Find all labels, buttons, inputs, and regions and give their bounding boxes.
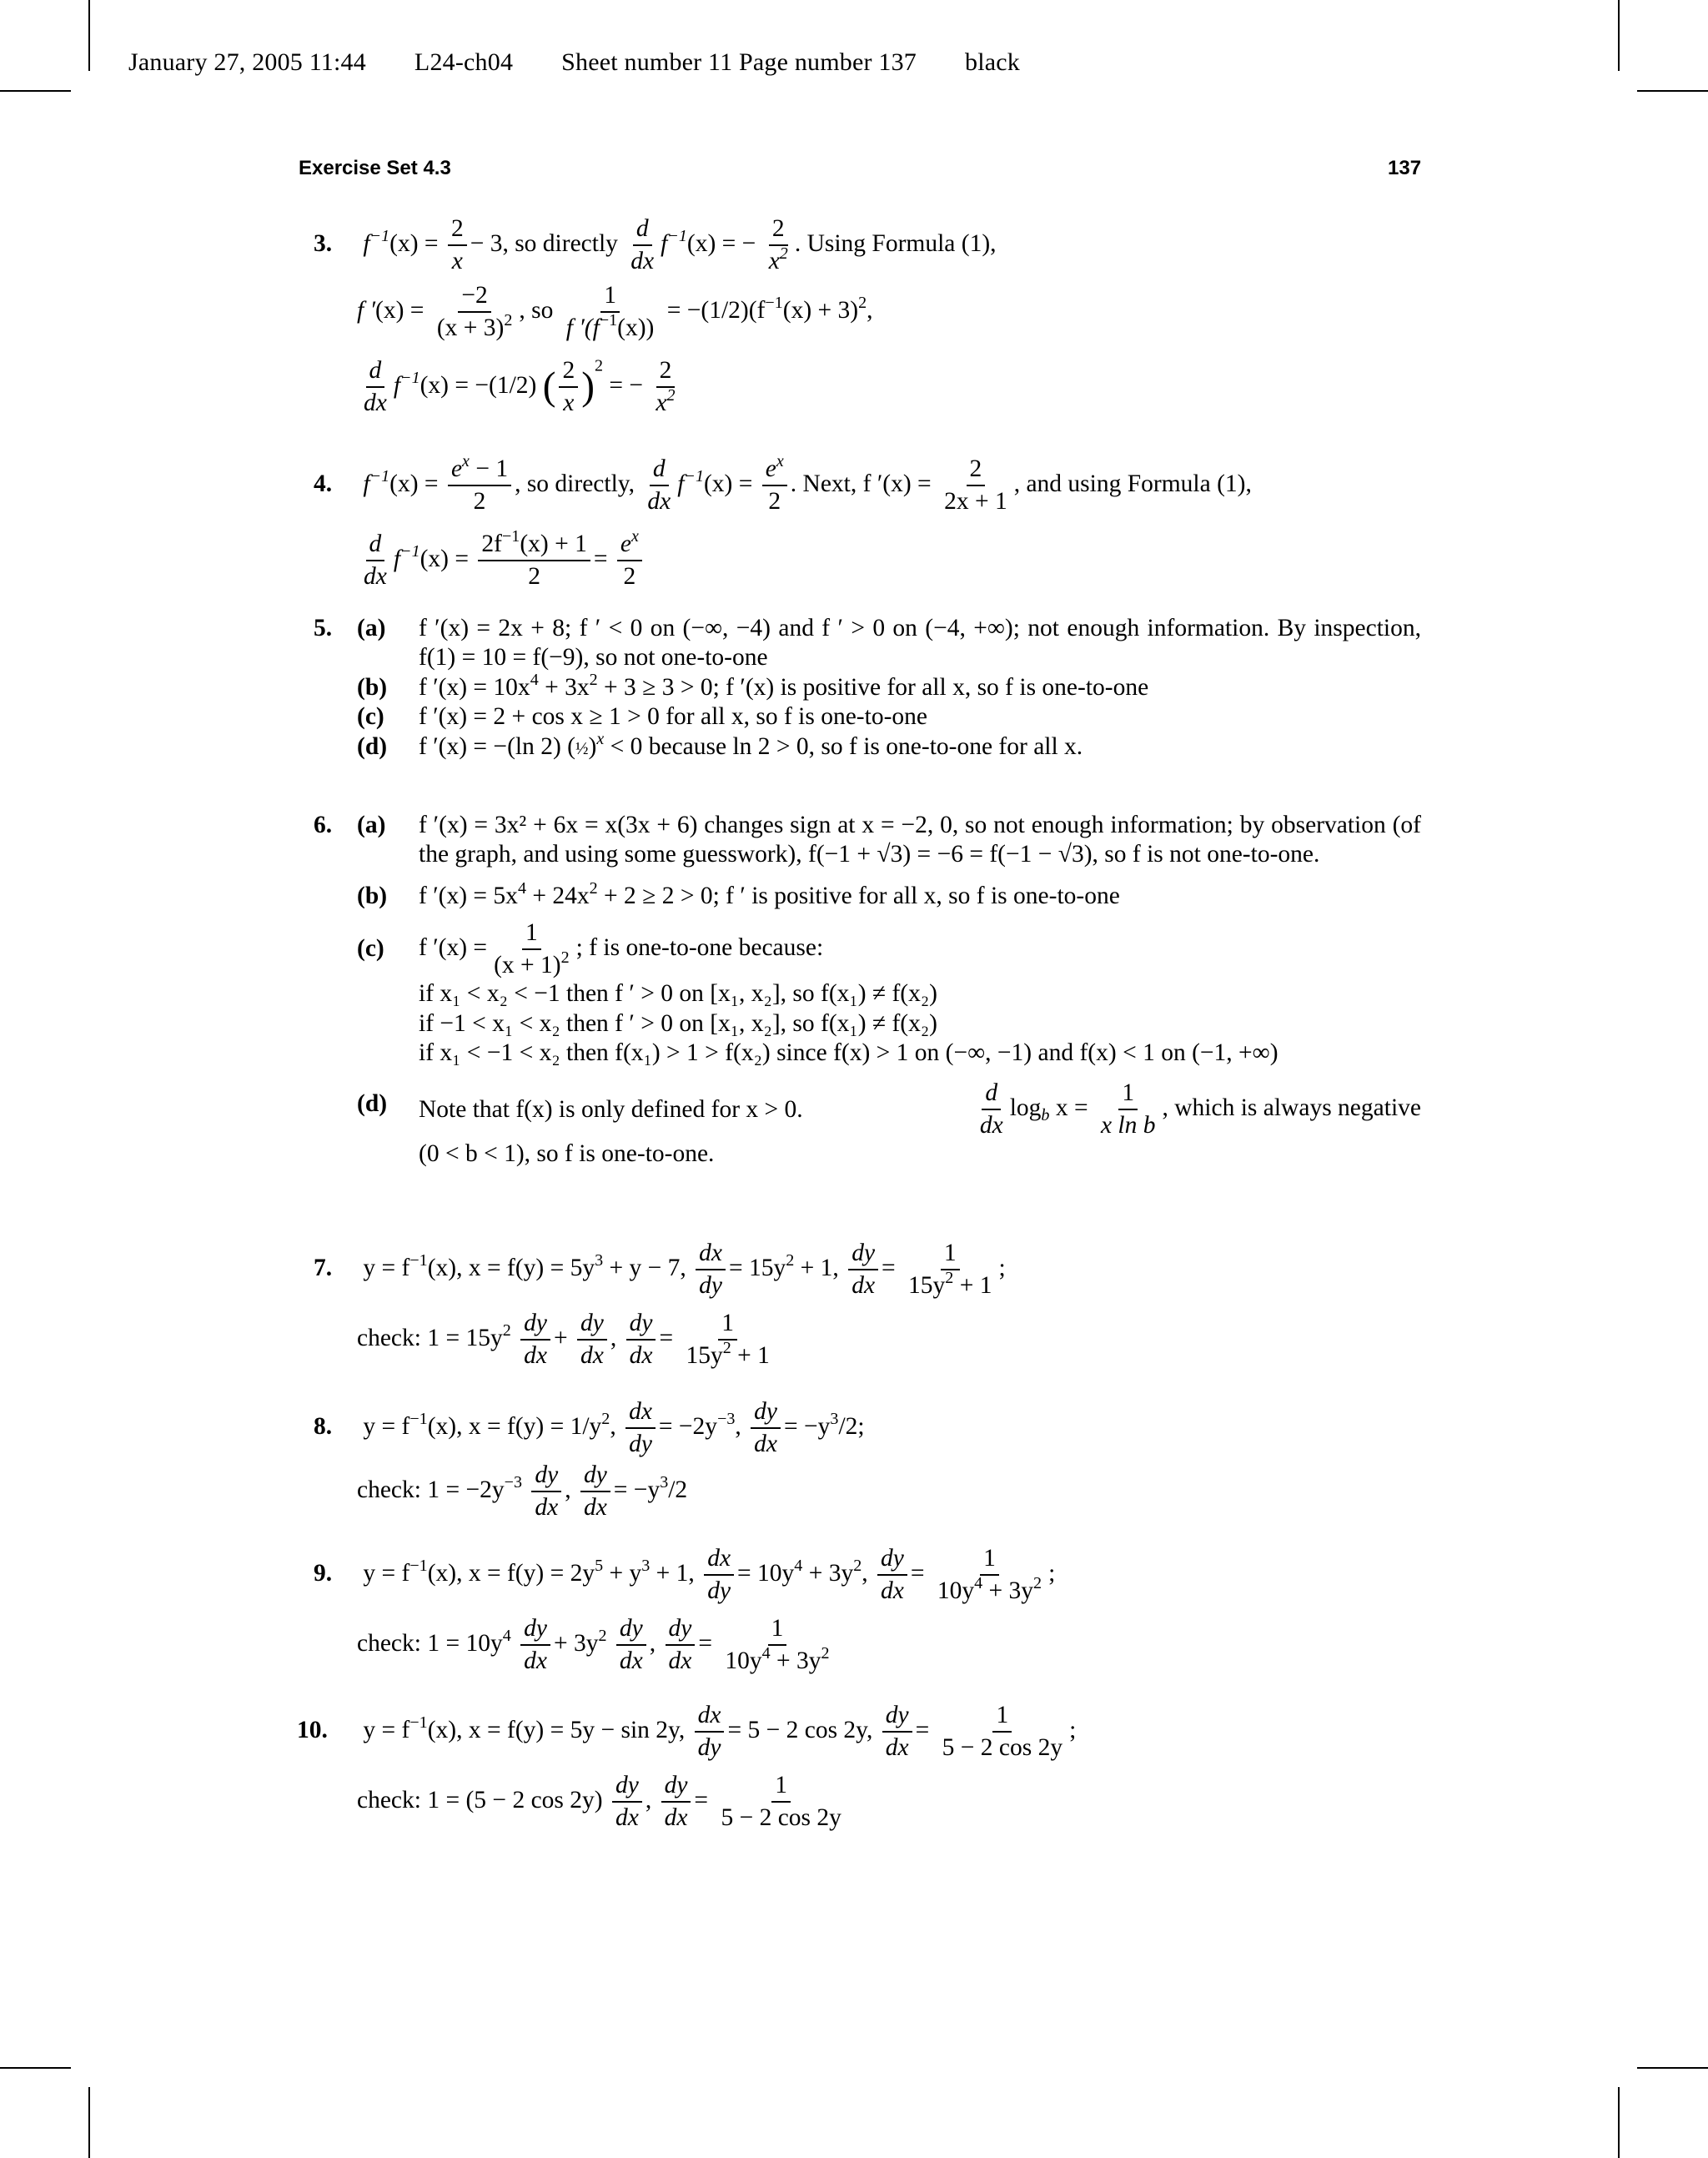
problem-4-number: 4.: [314, 470, 333, 497]
page-number: 137: [1388, 157, 1422, 179]
fraction: $\frac{1}{f '(f^{-1}(x))}$: [565, 282, 655, 342]
problem-8-number: 8.: [314, 1412, 333, 1440]
problem-5b-text: f $'(x) = 10x^4 + 3x^2 + 3 \ge 3 > 0$; f ′(x) is positive for all x, so f is one-to-one: [419, 670, 1149, 701]
fraction: $\frac{dy}{dx}$: [666, 1615, 696, 1675]
section-title: Exercise Set 4.3: [299, 157, 451, 179]
fraction: $\frac{dy}{dx}$: [877, 1545, 907, 1605]
problem-6d-second-line: (0 < b < 1), so f is one-to-one.: [419, 1140, 715, 1168]
fraction: $\frac{1}{(x + 1)^2}$: [494, 919, 570, 979]
crop-mark-tl-v: [88, 0, 90, 71]
fraction: $\frac{d}{dx}$: [364, 357, 387, 417]
fraction: $\frac{dx}{dy}$: [704, 1545, 734, 1605]
fraction: $\frac{dy}{dx}$: [577, 1310, 607, 1370]
fraction: $\frac{e^x}{2}$: [617, 531, 642, 591]
problem-6c-first-line: f ′(x) = $\frac{1}{(x + 1)^2}$ ; f is one-to-one because:: [419, 919, 824, 979]
fraction: $\frac{dy}{dx}$: [520, 1615, 550, 1675]
problem-6c-case-3: if x₁ < −1 < x₂ then f(x₁) > 1 > f(x₂) since f(x) > 1 on (−∞, −1) and f(x) < 1 on (−1, +∞): [419, 1039, 1278, 1067]
problem-5-number: 5.: [314, 615, 333, 641]
fraction: $\frac{1}{5 - 2 \cos 2y}$: [942, 1702, 1063, 1762]
problem-3-line-2: f ′(x) = $\frac{-2}{(x + 3)^2}$ , so $\frac{1}{f '(f^{-1}(x))}$ = $-(1/2)(f^{-1}(x) + 3)^2$,: [357, 282, 873, 342]
fraction: $\frac{1}{15y^2 + 1}$: [908, 1240, 992, 1300]
crop-mark-br-v: [1618, 2087, 1620, 2158]
problem-10-check: check: 1 = (5 − 2 cos 2y) $\frac{dy}{dx}$ , $\frac{dy}{dx}$ = $\frac{1}{5 - 2 \cos 2y}$: [357, 1772, 848, 1832]
fraction: $\frac{dx}{dy}$: [696, 1240, 726, 1300]
fraction: $\frac{e^x - 1}{2}$: [448, 455, 511, 516]
print-sheet: Sheet number 11 Page number 137: [561, 48, 917, 76]
problem-3-line-1: 3. $f^{-1}(x)$ = $\frac{2}{x}$ − 3, so directly $\frac{d}{dx}$ $f^{-1}(x)$ = − $\frac{2}{x^2}$ . Using Formula (1),: [314, 215, 997, 275]
problem-5: 5. (a) f ′(x) = 2x + 8; f ′ < 0 on (−∞, −4) and f ′ > 0 on (−4, +∞); not enough information. By inspection, f(1) = 10 = f(−9), so not one-to-one (b) f $'(x) = 10x^4 + 3x^2 + 3 \ge 3 > 0$; f ′(x) is positive for all x, so f is one-to-one (c) f ′(x) = 2 + cos x ≥ 1 > 0 for all x, so f is one-to-one (d) f ′(x) = −(ln 2) (½)$^x$ < 0 because ln 2 > 0, so f is one-to-one for all x.: [314, 614, 1421, 762]
problem-6b-text: f $'(x) = 5x^4 + 24x^2 + 2 \ge 2 > 0$; f ′ is positive for all x, so f is one-to-one: [419, 878, 1120, 909]
fraction: $\frac{2}{x^2}$: [656, 357, 676, 417]
problem-8-check: check: $1 = -2y^{-3}$ $\frac{dy}{dx}$ , $\frac{dy}{dx}$ = $-y^3/2$: [357, 1461, 688, 1522]
problem-9-number: 9.: [314, 1559, 333, 1587]
problem-6-number: 6.: [314, 812, 333, 838]
problem-9-line-1: 9. $y = f^{-1}(x)$, $x = f(y) = 2y^5 + y^3 + 1$, $\frac{dx}{dy}$ = $10y^4 + 3y^2$, $\frac{dy}{dx}$ = $\frac{1}{10y^4 + 3y^2}$ ;: [314, 1545, 1056, 1605]
problem-9-check: check: $1 = 10y^4$ $\frac{dy}{dx}$ + $3y^2$ $\frac{dy}{dx}$ , $\frac{dy}{dx}$ = $\frac{1}{10y^4 + 3y^2}$: [357, 1615, 836, 1675]
problem-8-line-1: 8. $y = f^{-1}(x)$, $x = f(y) = 1/y^2$, $\frac{dx}{dy}$ = $-2y^{-3}$, $\frac{dy}{dx}$ = $-y^3/2$;: [314, 1398, 865, 1458]
fraction: $\frac{dy}{dx}$: [531, 1461, 561, 1522]
fraction: $\frac{2}{x}$: [448, 215, 467, 275]
problem-3-line-3: $\frac{d}{dx}$ $f^{-1}(x) = -(1/2)$ ( $\frac{2}{x}$ )$^2$ = − $\frac{2}{x^2}$: [357, 357, 682, 417]
problem-6d-first-line: Note that f(x) is only defined for x > 0. $\frac{d}{dx}$ $\log_b x$ = $\frac{1}{\text{x ln b}}$ , which is always negative: [419, 1079, 1421, 1139]
fraction: $\frac{dx}{dy}$: [625, 1398, 656, 1458]
problem-10-line-1: 10. $y = f^{-1}(x)$, x = f(y) = 5y − sin 2y, $\frac{dx}{dy}$ = 5 − 2 cos 2y, $\frac{dy}{dx}$ = $\frac{1}{5 - 2 \cos 2y}$ ;: [297, 1702, 1077, 1762]
fraction: $\frac{dy}{dx}$: [882, 1702, 912, 1762]
problem-10-number: 10.: [297, 1716, 328, 1743]
fraction: $\frac{1}{15y^2 + 1}$: [686, 1310, 770, 1370]
fraction: $\frac{1}{10y^4 + 3y^2}$: [937, 1545, 1042, 1605]
fraction: $\frac{dy}{dx}$: [848, 1240, 878, 1300]
problem-5c-text: f ′(x) = 2 + cos x ≥ 1 > 0 for all x, so f is one-to-one: [419, 703, 927, 731]
fraction: $\frac{1}{\text{x ln b}}$: [1100, 1079, 1156, 1139]
fraction: $\frac{-2}{(x + 3)^2}$: [436, 282, 513, 342]
fraction: $\frac{dy}{dx}$: [616, 1615, 646, 1675]
problem-4-line-1: 4. $f^{-1}(x)$ = $\frac{e^x - 1}{2}$ , so directly, $\frac{d}{dx}$ $f^{-1}(x)$ = $\frac{e^x}{2}$ . Next, f ′(x) = $\frac{2}{2x + 1}$ , and using Formula (1),: [314, 451, 1252, 516]
fraction: $\frac{dy}{dx}$: [580, 1461, 610, 1522]
fraction: $\frac{2}{2x + 1}$: [944, 455, 1007, 516]
fraction: $\frac{1}{10y^4 + 3y^2}$: [725, 1615, 830, 1675]
fraction: $\frac{dx}{dy}$: [695, 1702, 725, 1762]
problem-7-number: 7.: [314, 1254, 333, 1281]
fraction: $\frac{e^x}{2}$: [762, 455, 787, 516]
problem-4-line-2: $\frac{d}{dx}$ $f^{-1}(x)$ = $\frac{2f^{-1}(x) + 1}{2}$ = $\frac{e^x}{2}$: [357, 531, 646, 591]
fraction: $\frac{dy}{dx}$: [626, 1310, 656, 1370]
print-header: [128, 48, 1068, 77]
problem-7-check: check: $1 = 15y^2$ $\frac{dy}{dx}$ + $\frac{dy}{dx}$ , $\frac{dy}{dx}$ = $\frac{1}{15y^2 + 1}$: [357, 1310, 776, 1370]
problem-5d-text: f ′(x) = −(ln 2) (½)$^x$ < 0 because ln 2 > 0, so f is one-to-one for all x.: [419, 729, 1083, 760]
fraction: $\frac{d}{dx}$: [364, 531, 387, 591]
crop-mark-tr-h: [1637, 90, 1708, 92]
fraction: $\frac{2}{x^2}$: [768, 215, 788, 275]
crop-mark-br-h: [1637, 2067, 1708, 2069]
fraction: $\frac{dy}{dx}$: [520, 1310, 550, 1370]
fraction: $\frac{2f^{-1}(x) + 1}{2}$: [478, 531, 590, 591]
crop-mark-bl-h: [0, 2067, 71, 2069]
fraction: $\frac{dy}{dx}$: [612, 1772, 642, 1832]
problem-3-number: 3.: [314, 229, 333, 257]
crop-mark-tl-h: [0, 90, 71, 92]
fraction: $\frac{2}{x}$: [559, 357, 578, 417]
fraction: $\frac{d}{dx}$: [630, 215, 655, 275]
print-color: black: [965, 48, 1020, 76]
crop-mark-tr-v: [1618, 0, 1620, 71]
problem-5a-text: f ′(x) = 2x + 8; f ′ < 0 on (−∞, −4) and f ′ > 0 on (−4, +∞); not enough information. By inspection, f(1) = 10 = f(−9), so not one-to-one: [419, 615, 1421, 672]
problem-7-line-1: 7. $y = f^{-1}(x)$, $x = f(y) = 5y^3 + y - 7$, $\frac{dx}{dy}$ = $15y^2 + 1$, $\frac{dy}{dx}$ = $\frac{1}{15y^2 + 1}$ ;: [314, 1240, 1006, 1300]
problem-6: 6. (a) f ′(x) = 3x² + 6x = x(3x + 6) changes sign at x = −2, 0, so not enough information; by observation (of the graph, and using some guesswork), f(−1 + √3) = −6 = f(−1 − √3), so f is not one-to-one. (b) f $'(x) = 5x^4 + 24x^2 + 2 \ge 2 > 0$; f ′ is positive for all x, so f is one-to-one (c) f ′(x) = $\frac{1}{(x + 1)^2}$ ; f is one-to-one because: if x₁ < x₂ < −1 then f ′ > 0 on [x₁, x₂], so f(x₁) ≠ f(x₂) if −1 < x₁ < x₂ then f ′ > 0 on [x₁, x₂], so f(x₁) ≠ f(x₂) if x₁ < −1 < x₂ then f(x₁) > 1 > f(x₂) since f(x) > 1 on (−∞, −1) and f(x) < 1 on (−1, +∞) (d) Note that f(x) is only defined for x > 0. $\frac{d}{dx}$ $\log_b x$ = $\frac{1}{\text{x ln b}}$ , which is always negative (0 < b < 1), so f is one-to-one.: [314, 811, 1421, 1170]
fraction: $\frac{dy}{dx}$: [661, 1772, 691, 1832]
fraction: $\frac{1}{5 - 2 \cos 2y}$: [721, 1772, 841, 1832]
fraction: $\frac{dy}{dx}$: [751, 1398, 781, 1458]
fraction: $\frac{d}{dx}$: [647, 455, 671, 516]
problem-6c-case-2: if −1 < x₁ < x₂ then f ′ > 0 on [x₁, x₂], so f(x₁) ≠ f(x₂): [419, 1009, 937, 1037]
print-date: January 27, 2005 11:44: [128, 48, 366, 76]
crop-mark-bl-v: [88, 2087, 90, 2158]
problem-6c-case-1: if x₁ < x₂ < −1 then f ′ > 0 on [x₁, x₂], so f(x₁) ≠ f(x₂): [419, 980, 937, 1008]
problem-6a-text: f ′(x) = 3x² + 6x = x(3x + 6) changes sign at x = −2, 0, so not enough information; by observation (of the graph, and using some guesswork), f(−1 + √3) = −6 = f(−1 − √3), so f is not one-to-one.: [419, 812, 1421, 868]
print-file: L24-ch04: [414, 48, 514, 76]
fraction: $\frac{d}{dx}$: [979, 1079, 1003, 1139]
